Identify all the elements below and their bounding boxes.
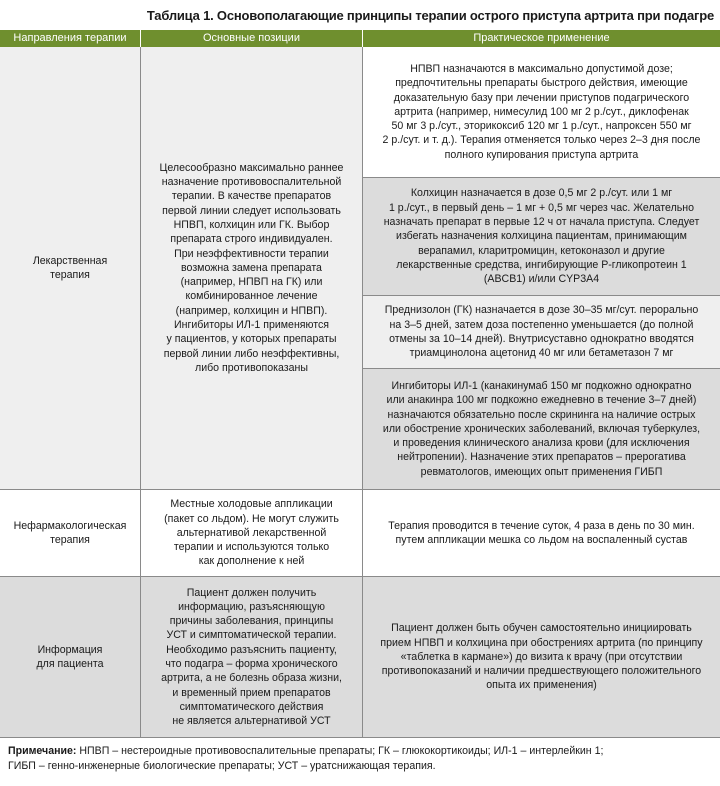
row-drug-nsaid: НПВП назначаются в максимально допустимой дозе; предпочтительны препараты быстрого действия, имеющие доказательную базу при лечении приступов подагрического артрита (например, нимесулид 100 мг 2 р./сут., диклофенак 50 мг 3 р./сут., эторикоксиб 120 мг 1 р./сут., напроксен 550 мг 2 р./сут. и т. д.). Терапия отменяется только через 2–3 дня после полного купирования приступа артрита xyxy=(362,47,720,177)
row-drug-position: Целесообразно максимально раннее назначение противовоспалительной терапии. В качестве препаратов первой линии следует использовать НПВП, колхицин или ГК. Выбор препарата строго индивидуален. При неэффективности терапии возможна замена препарата (например, НПВП на ГК) или комбинированное лечение (например, колхицин и НПВП). Ингибиторы ИЛ-1 применяются у пациентов, у которых препараты первой линии либо неэффективны, либо противопоказаны xyxy=(140,47,362,489)
note-label: Примечание: xyxy=(8,745,77,757)
row-drug-il1: Ингибиторы ИЛ-1 (канакинумаб 150 мг подкожно однократно или анакинра 100 мг подкожно ежедневно в течение 3–7 дней) назначаются обязательно после скрининга на наличие острых или обострение хронических заболеваний, включая туберкулез, и проведения клинического анализа крови (для исключения нейтропении). Назначение этих препаратов – прерогатива ревматологов, имеющих опыт применения ГИБП xyxy=(362,368,720,489)
row-info-application: Пациент должен быть обучен самостоятельно инициировать прием НПВП и колхицина при обострениях артрита (по принципу «таблетка в кармане») до визита к врачу (при отсутствии противопоказаний и наличии предшествующего положительного опыта их применения) xyxy=(362,577,720,737)
row-drug-glucocorticoid: Преднизолон (ГК) назначается в дозе 30–35 мг/сут. перорально на 3–5 дней, затем доза постепенно уменьшается (до полной отмены за 10–14 дней). Внутрисуставно однократно вводятся триамцинолона ацетонид 40 мг или бетаметазон 7 мг xyxy=(362,295,720,368)
row-nonpharm-position: Местные холодовые аппликации (пакет со льдом). Не могут служить альтернативой лекарственной терапии и используются только как дополнение к ней xyxy=(140,490,362,576)
row-info-direction: Информация для пациента xyxy=(0,577,140,737)
table-title: Таблица 1. Основополагающие принципы терапии острого приступа артрита при подагре xyxy=(0,0,720,30)
table-note xyxy=(0,738,720,786)
column-header-positions: Основные позиции xyxy=(140,30,362,47)
row-drug-direction: Лекарственная терапия xyxy=(0,47,140,489)
column-header-direction: Направления терапии xyxy=(0,30,140,47)
note-line-2: ГИБП – генно-инженерные биологические препараты; УСТ – уратснижающая терапия. xyxy=(8,760,436,772)
note-line-1: НПВП – нестероидные противовоспалительные препараты; ГК – глюкокортикоиды; ИЛ-1 – интерлейкин 1; xyxy=(76,745,604,757)
column-header-application: Практическое применение xyxy=(362,30,720,47)
row-drug-colchicine: Колхицин назначается в дозе 0,5 мг 2 р./сут. или 1 мг 1 р./сут., в первый день – 1 мг + 0,5 мг через час. Желательно назначать препарат в первые 12 ч от начала приступа. Следует избегать назначения колхицина пациентам, принимающим верапамил, кларитромицин, кетоконазол и другие лекарственные средства, ингибирующие Р-гликопротеин 1 (ABCB1) и/или CYP3A4 xyxy=(362,177,720,295)
row-nonpharm-direction: Нефармакологическая терапия xyxy=(0,490,140,576)
row-info-position: Пациент должен получить информацию, разъясняющую причины заболевания, принципы УСТ и симптоматической терапии. Необходимо разъяснить пациенту, что подагра – форма хронического артрита, а не болезнь образа жизни, и временный прием препаратов симптоматического действия не является альтернативой УСТ xyxy=(140,577,362,737)
row-nonpharm-application: Терапия проводится в течение суток, 4 раза в день по 30 мин. путем аппликации мешка со льдом на воспаленный сустав xyxy=(362,490,720,576)
